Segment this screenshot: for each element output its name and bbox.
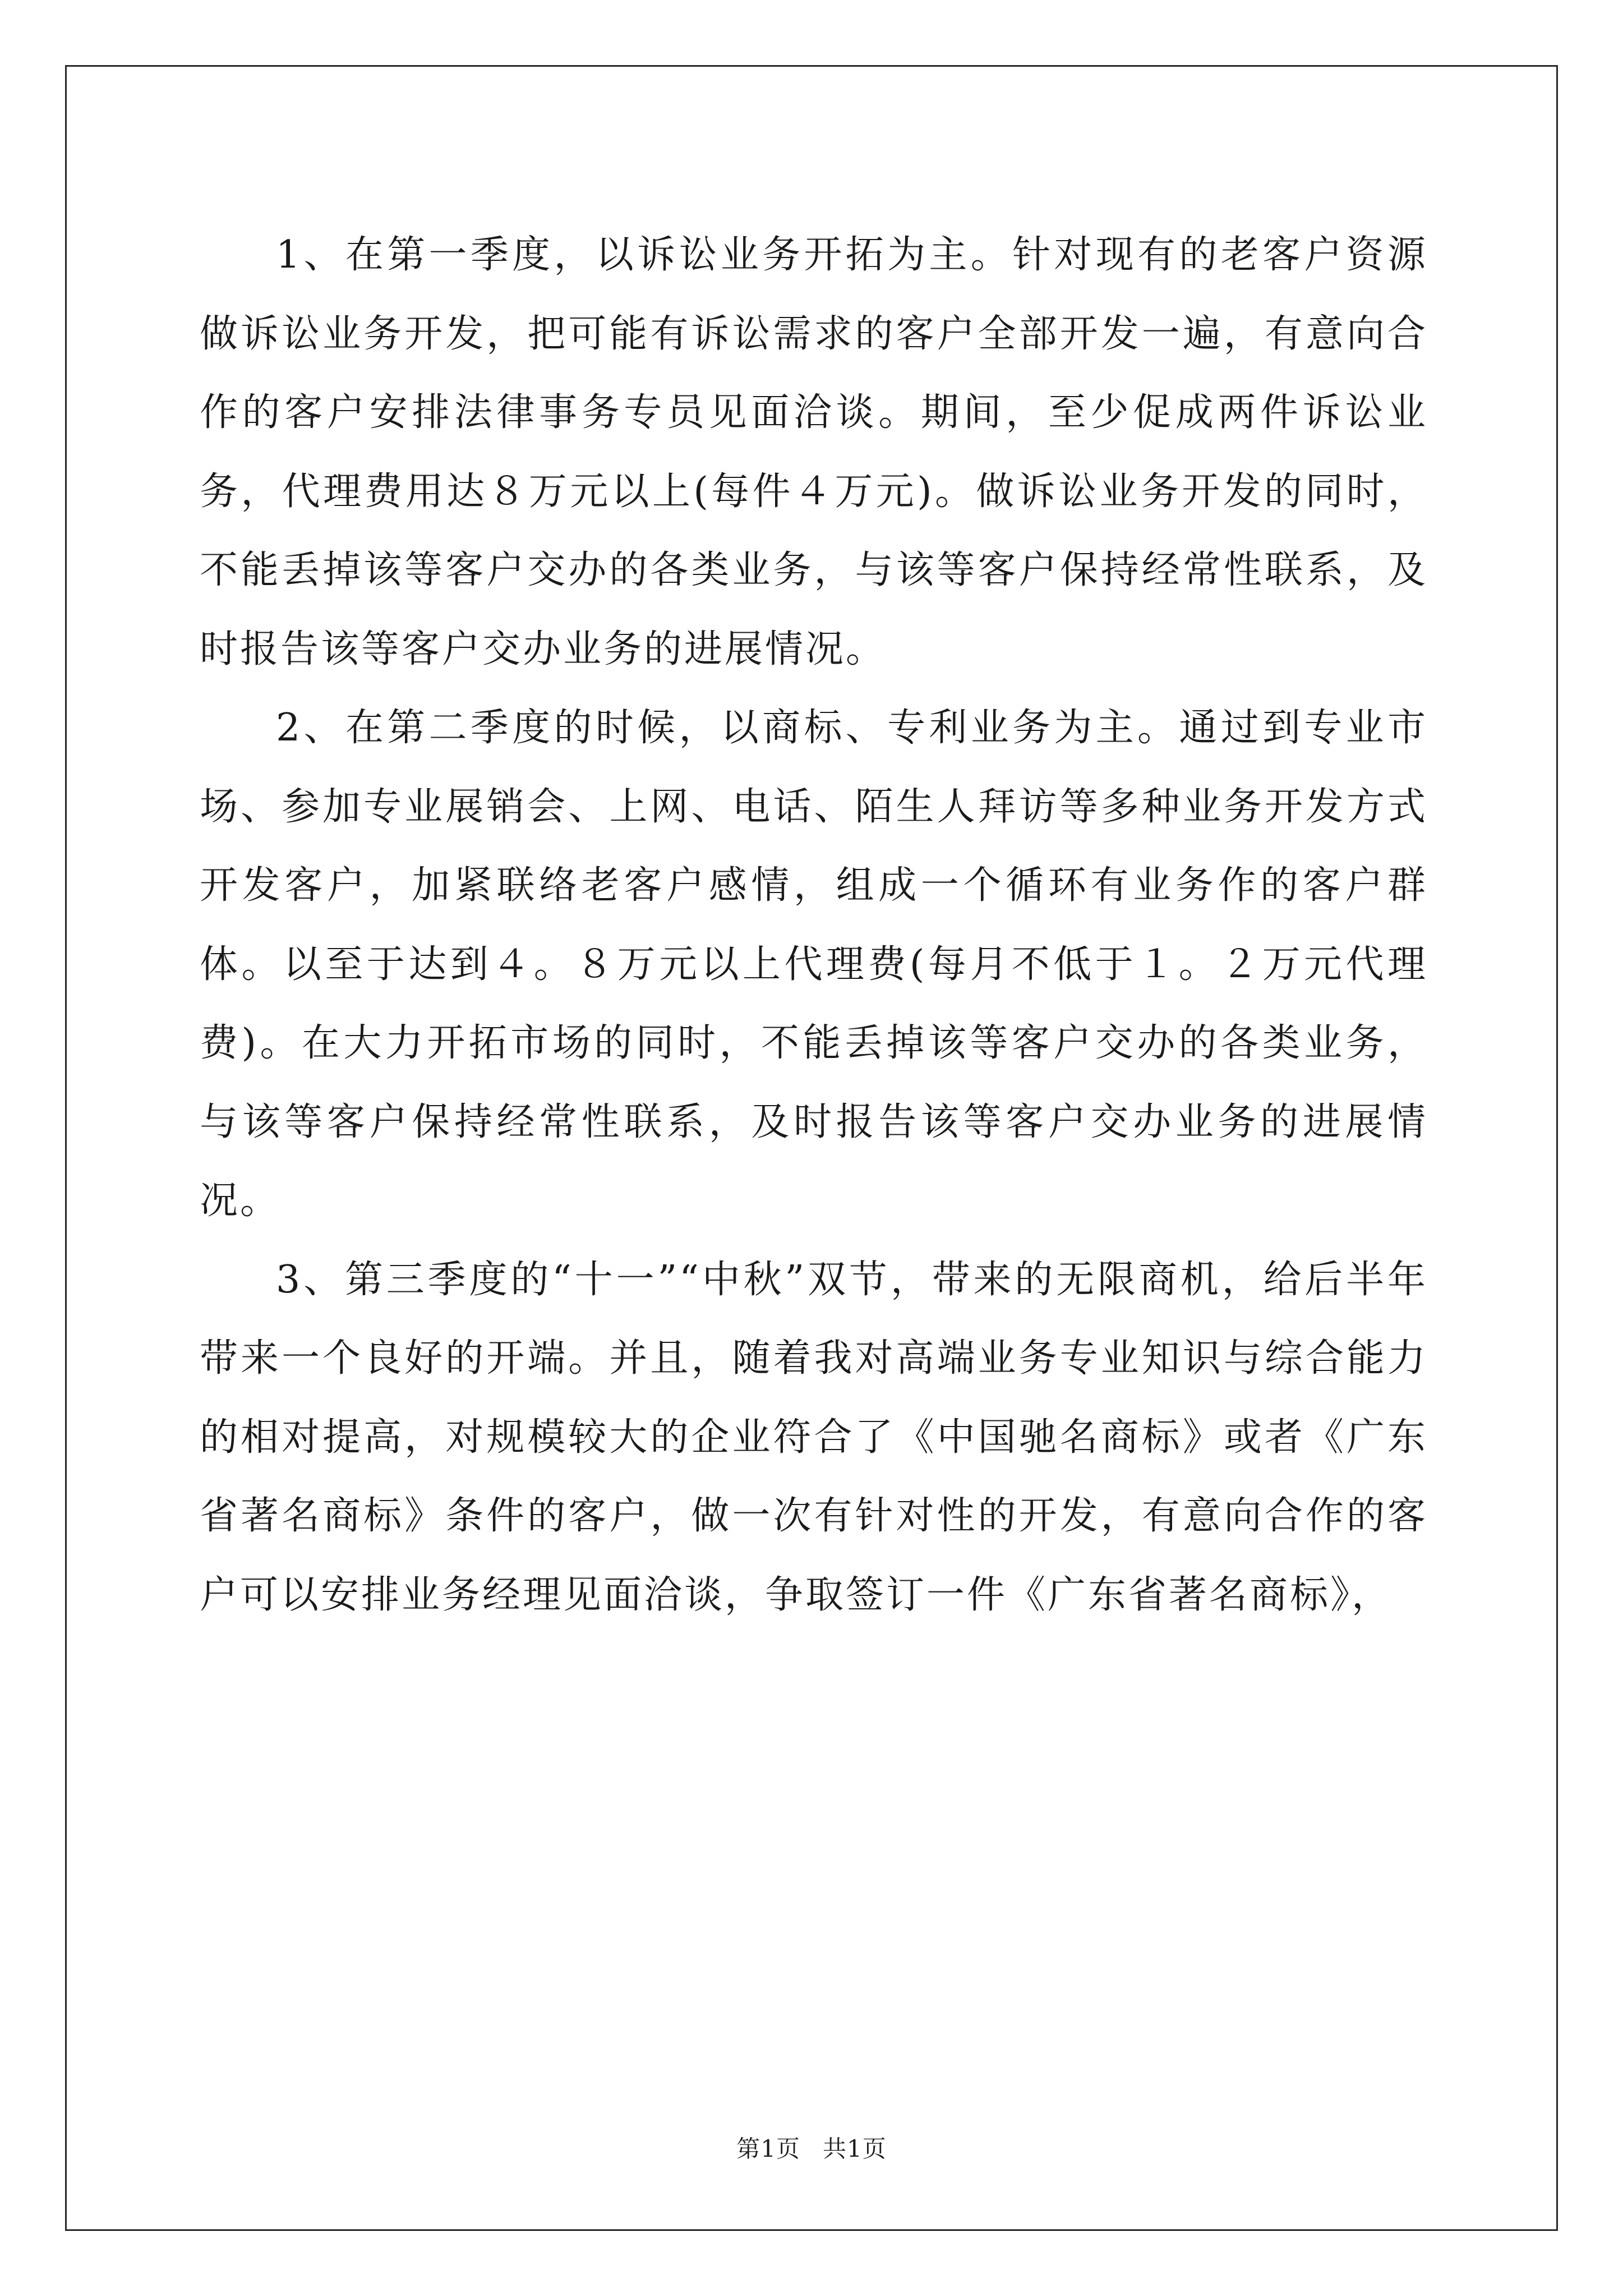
page-total: 共1页 <box>823 2135 887 2162</box>
paragraph-1: 1、在第一季度，以诉讼业务开拓为主。针对现有的老客户资源做诉讼业务开发，把可能有诉讼需求的客户全部开发一遍，有意向合作的客户安排法律事务专员见面洽谈。期间，至少促成两件诉讼业务，代理费用达８万元以上(每件４万元)。做诉讼业务开发的同时，不能丢掉该等客户交办的各类业务，与该等客户保持经常性联系，及时报告该等客户交办业务的进展情况。 <box>200 233 1428 671</box>
document-body <box>200 216 1428 1635</box>
paragraph-3: 3、第三季度的“十一”“中秋”双节，带来的无限商机，给后半年带来一个良好的开端。并且，随着我对高端业务专业知识与综合能力的相对提高，对规模较大的企业符合了《中国驰名商标》或者《广东省著名商标》条件的客户，做一次有针对性的开发，有意向合作的客户可以安排业务经理见面洽谈，争取签订一件《广东省著名商标》， <box>200 1257 1428 1617</box>
page-footer <box>0 2131 1623 2164</box>
page-number: 第1页 <box>736 2135 800 2162</box>
paragraph-2: 2、在第二季度的时候，以商标、专利业务为主。通过到专业市场、参加专业展销会、上网、电话、陌生人拜访等多种业务开发方式开发客户，加紧联络老客户感情，组成一个循环有业务作的客户群体。以至于达到４。８万元以上代理费(每月不低于１。２万元代理费)。在大力开拓市场的同时，不能丢掉该等客户交办的各类业务，与该等客户保持经常性联系，及时报告该等客户交办业务的进展情况。 <box>200 706 1428 1223</box>
